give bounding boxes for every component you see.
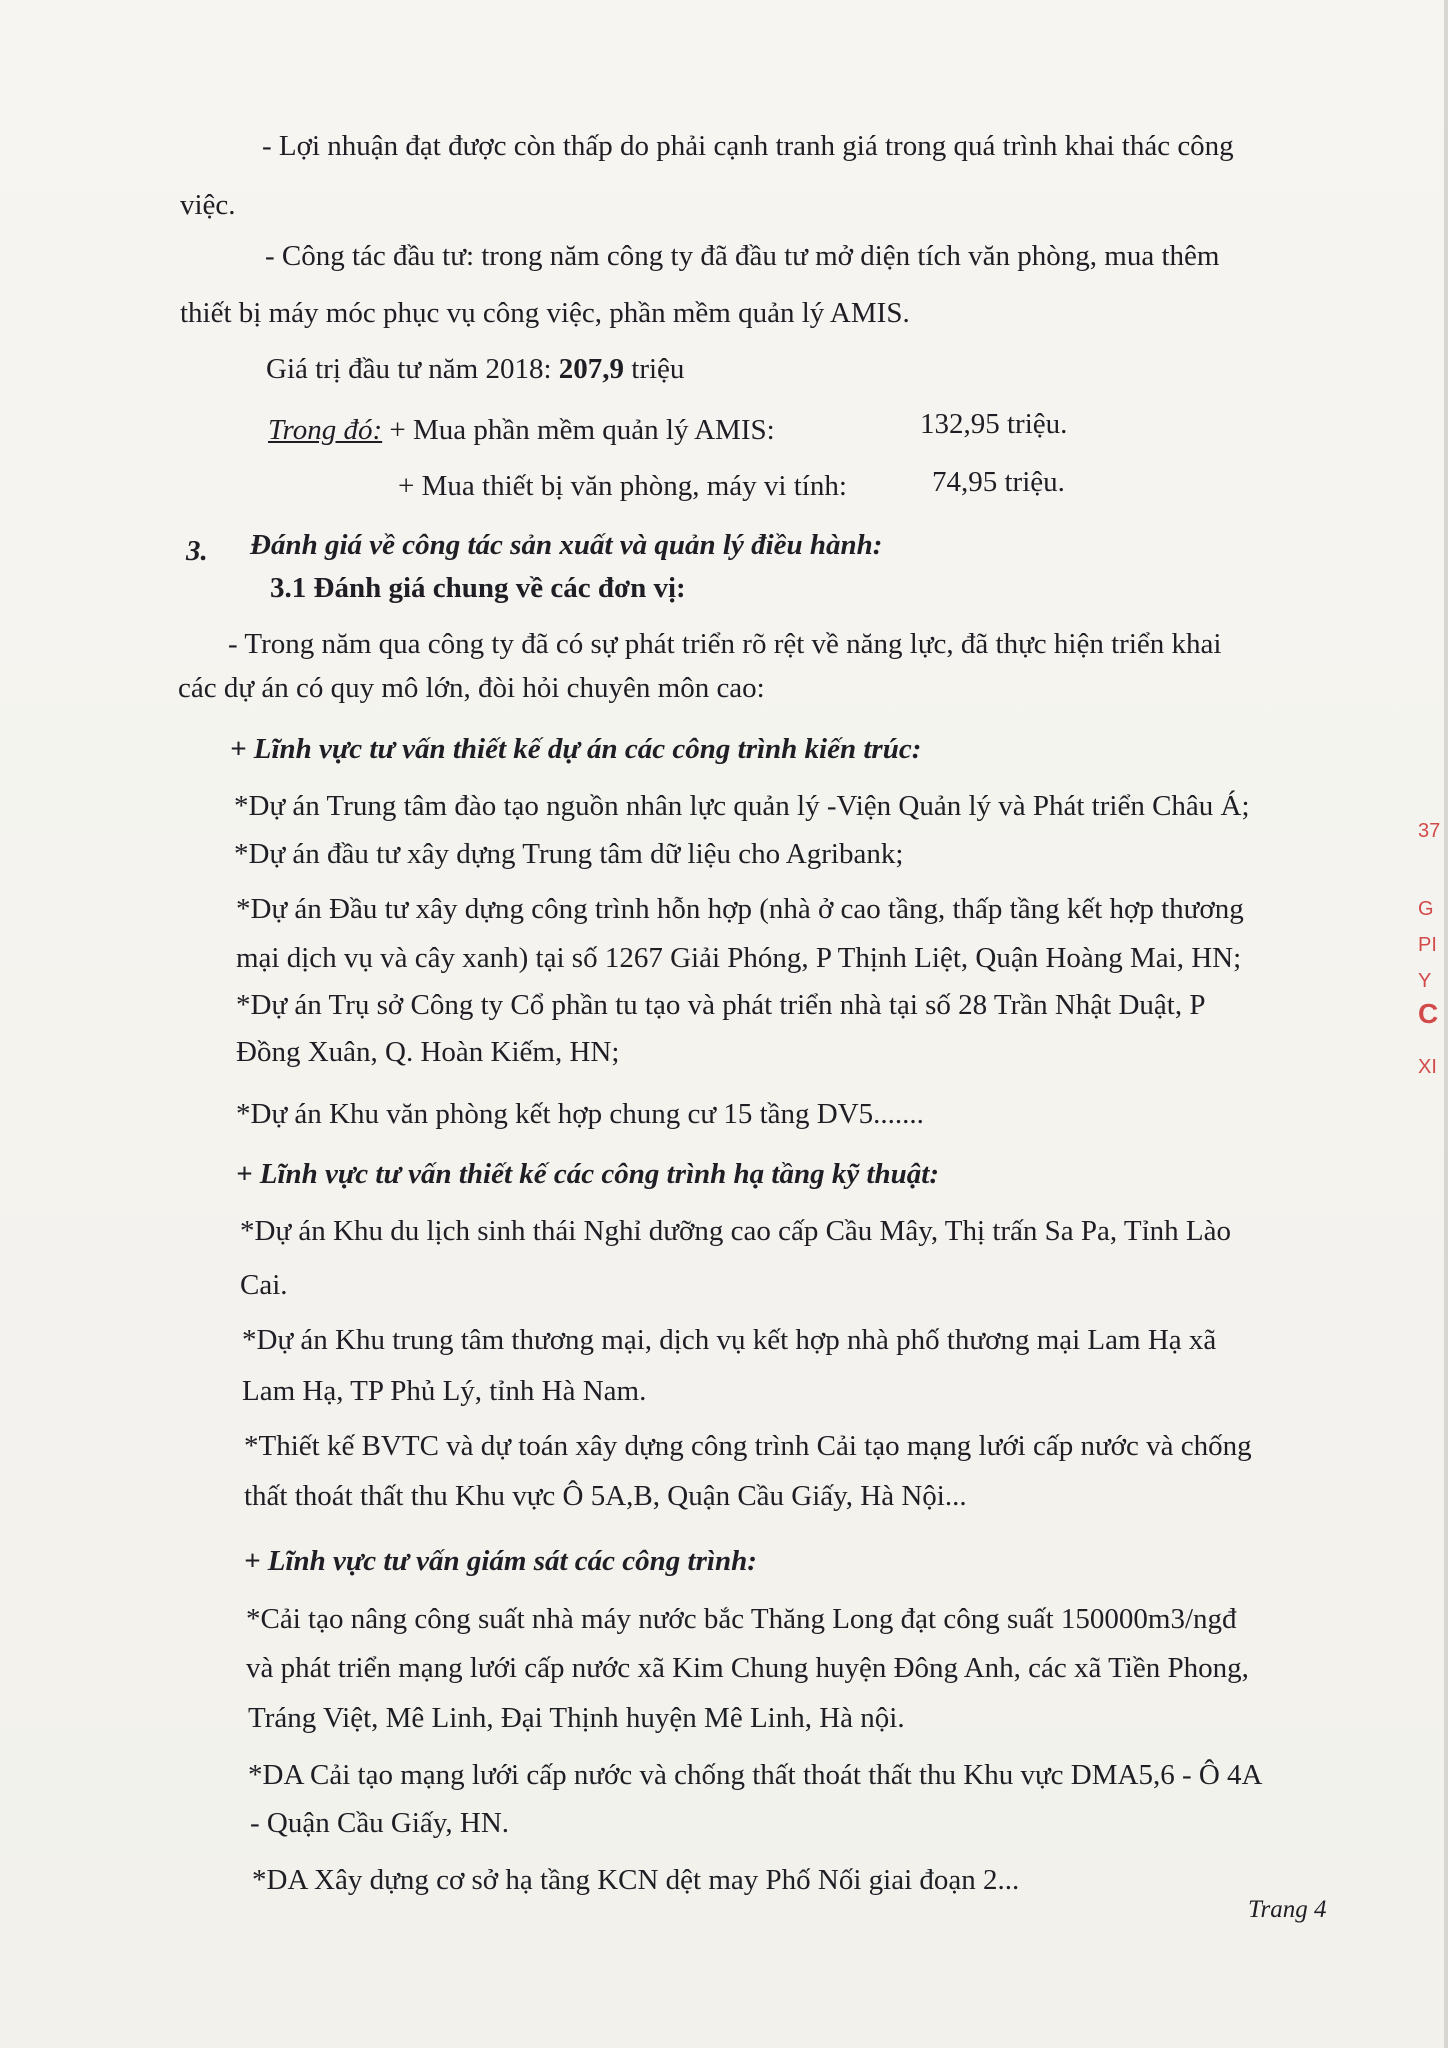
architecture-project-1: *Dự án Trung tâm đào tạo nguồn nhân lực quản lý -Viện Quản lý và Phát triển Châu Á; <box>234 790 1250 822</box>
investment-item-1 <box>268 412 775 448</box>
investment-item-2-value: 74,95 triệu. <box>932 466 1065 498</box>
supervision-project-1-line-3: Tráng Việt, Mê Linh, Đại Thịnh huyện Mê Linh, Hà nội. <box>248 1702 905 1734</box>
supervision-project-2-line-2: - Quận Cầu Giấy, HN. <box>250 1807 510 1839</box>
supervision-project-2-line-1: *DA Cải tạo mạng lưới cấp nước và chống thất thoát thất thu Khu vực DMA5,6 - Ô 4A <box>248 1759 1263 1791</box>
paragraph-investment-line-1: - Công tác đầu tư: trong năm công ty đã đầu tư mở diện tích văn phòng, mua thêm <box>265 240 1220 272</box>
architecture-project-3-line-1: *Dự án Đầu tư xây dựng công trình hỗn hợp (nhà ở cao tầng, thấp tầng kết hợp thương <box>236 893 1244 925</box>
investment-total <box>266 351 684 387</box>
section-3-1-title: 3.1 Đánh giá chung về các đơn vị: <box>270 572 686 604</box>
field-architecture-title: + Lĩnh vực tư vấn thiết kế dự án các công trình kiến trúc: <box>230 733 922 765</box>
architecture-project-4-line-1: *Dự án Trụ sở Công ty Cổ phần tu tạo và phát triển nhà tại số 28 Trần Nhật Duật, P <box>236 989 1206 1021</box>
architecture-project-2: *Dự án đầu tư xây dựng Trung tâm dữ liệu cho Agribank; <box>234 838 904 870</box>
infrastructure-project-3-line-1: *Thiết kế BVTC và dự toán xây dựng công trình Cải tạo mạng lưới cấp nước và chống <box>244 1430 1252 1462</box>
investment-total-value: 207,9 <box>558 353 625 385</box>
stamp-text-6: XI <box>1418 1056 1437 1078</box>
intro-line-2: các dự án có quy mô lớn, đòi hỏi chuyên môn cao: <box>178 672 765 704</box>
stamp-fragment <box>1418 820 1448 1080</box>
intro-line-1: - Trong năm qua công ty đã có sự phát triển rõ rệt về năng lực, đã thực hiện triển khai <box>228 628 1222 660</box>
supervision-project-3: *DA Xây dựng cơ sở hạ tầng KCN dệt may Phố Nối giai đoạn 2... <box>252 1864 1020 1896</box>
infrastructure-project-3-line-2: thất thoát thất thu Khu vực Ô 5A,B, Quận Cầu Giấy, Hà Nội... <box>244 1480 967 1512</box>
infrastructure-project-1-line-2: Cai. <box>240 1269 288 1301</box>
investment-unit: triệu <box>631 353 685 385</box>
stamp-text-3: PI <box>1418 934 1437 956</box>
architecture-project-3-line-2: mại dịch vụ và cây xanh) tại số 1267 Giải Phóng, P Thịnh Liệt, Quận Hoàng Mai, HN; <box>236 942 1242 974</box>
stamp-text-5: C <box>1418 998 1439 1029</box>
stamp-text-4: Y <box>1418 970 1432 992</box>
infrastructure-project-2-line-1: *Dự án Khu trung tâm thương mại, dịch vụ kết hợp nhà phố thương mại Lam Hạ xã <box>242 1324 1217 1356</box>
investment-item-2-label: + Mua thiết bị văn phòng, máy vi tính: <box>398 470 847 502</box>
in-which-label: Trong đó: <box>268 414 383 446</box>
field-infrastructure-title: + Lĩnh vực tư vấn thiết kế các công trình hạ tầng kỹ thuật: <box>236 1158 940 1190</box>
paragraph-investment-line-2: thiết bị máy móc phục vụ công việc, phần mềm quản lý AMIS. <box>180 297 910 329</box>
field-supervision-title: + Lĩnh vực tư vấn giám sát các công trình: <box>244 1545 757 1577</box>
paragraph-profit-line-2: việc. <box>180 189 236 221</box>
architecture-project-4-line-2: Đồng Xuân, Q. Hoàn Kiếm, HN; <box>236 1036 620 1068</box>
stamp-text-2: G <box>1418 898 1434 920</box>
supervision-project-1-line-1: *Cải tạo nâng công suất nhà máy nước bắc Thăng Long đạt công suất 150000m3/ngđ <box>246 1603 1237 1635</box>
stamp-text-1: 37 <box>1418 820 1441 842</box>
section-3-title: Đánh giá về công tác sản xuất và quản lý điều hành: <box>250 529 883 561</box>
infrastructure-project-2-line-2: Lam Hạ, TP Phủ Lý, tỉnh Hà Nam. <box>242 1375 647 1407</box>
investment-item-1-value: 132,95 triệu. <box>920 408 1068 440</box>
paragraph-profit-line-1: - Lợi nhuận đạt được còn thấp do phải cạnh tranh giá trong quá trình khai thác công <box>262 130 1234 162</box>
section-3-number: 3. <box>186 535 208 567</box>
supervision-project-1-line-2: và phát triển mạng lưới cấp nước xã Kim Chung huyện Đông Anh, các xã Tiền Phong, <box>246 1652 1249 1684</box>
investment-label: Giá trị đầu tư năm 2018: <box>266 353 552 385</box>
infrastructure-project-1-line-1: *Dự án Khu du lịch sinh thái Nghỉ dưỡng cao cấp Cầu Mây, Thị trấn Sa Pa, Tỉnh Lào <box>240 1215 1231 1247</box>
page-number: Trang 4 <box>1248 1896 1327 1923</box>
architecture-project-5: *Dự án Khu văn phòng kết hợp chung cư 15 tầng DV5....... <box>236 1098 924 1130</box>
investment-item-1-label: + Mua phần mềm quản lý AMIS: <box>389 414 775 446</box>
